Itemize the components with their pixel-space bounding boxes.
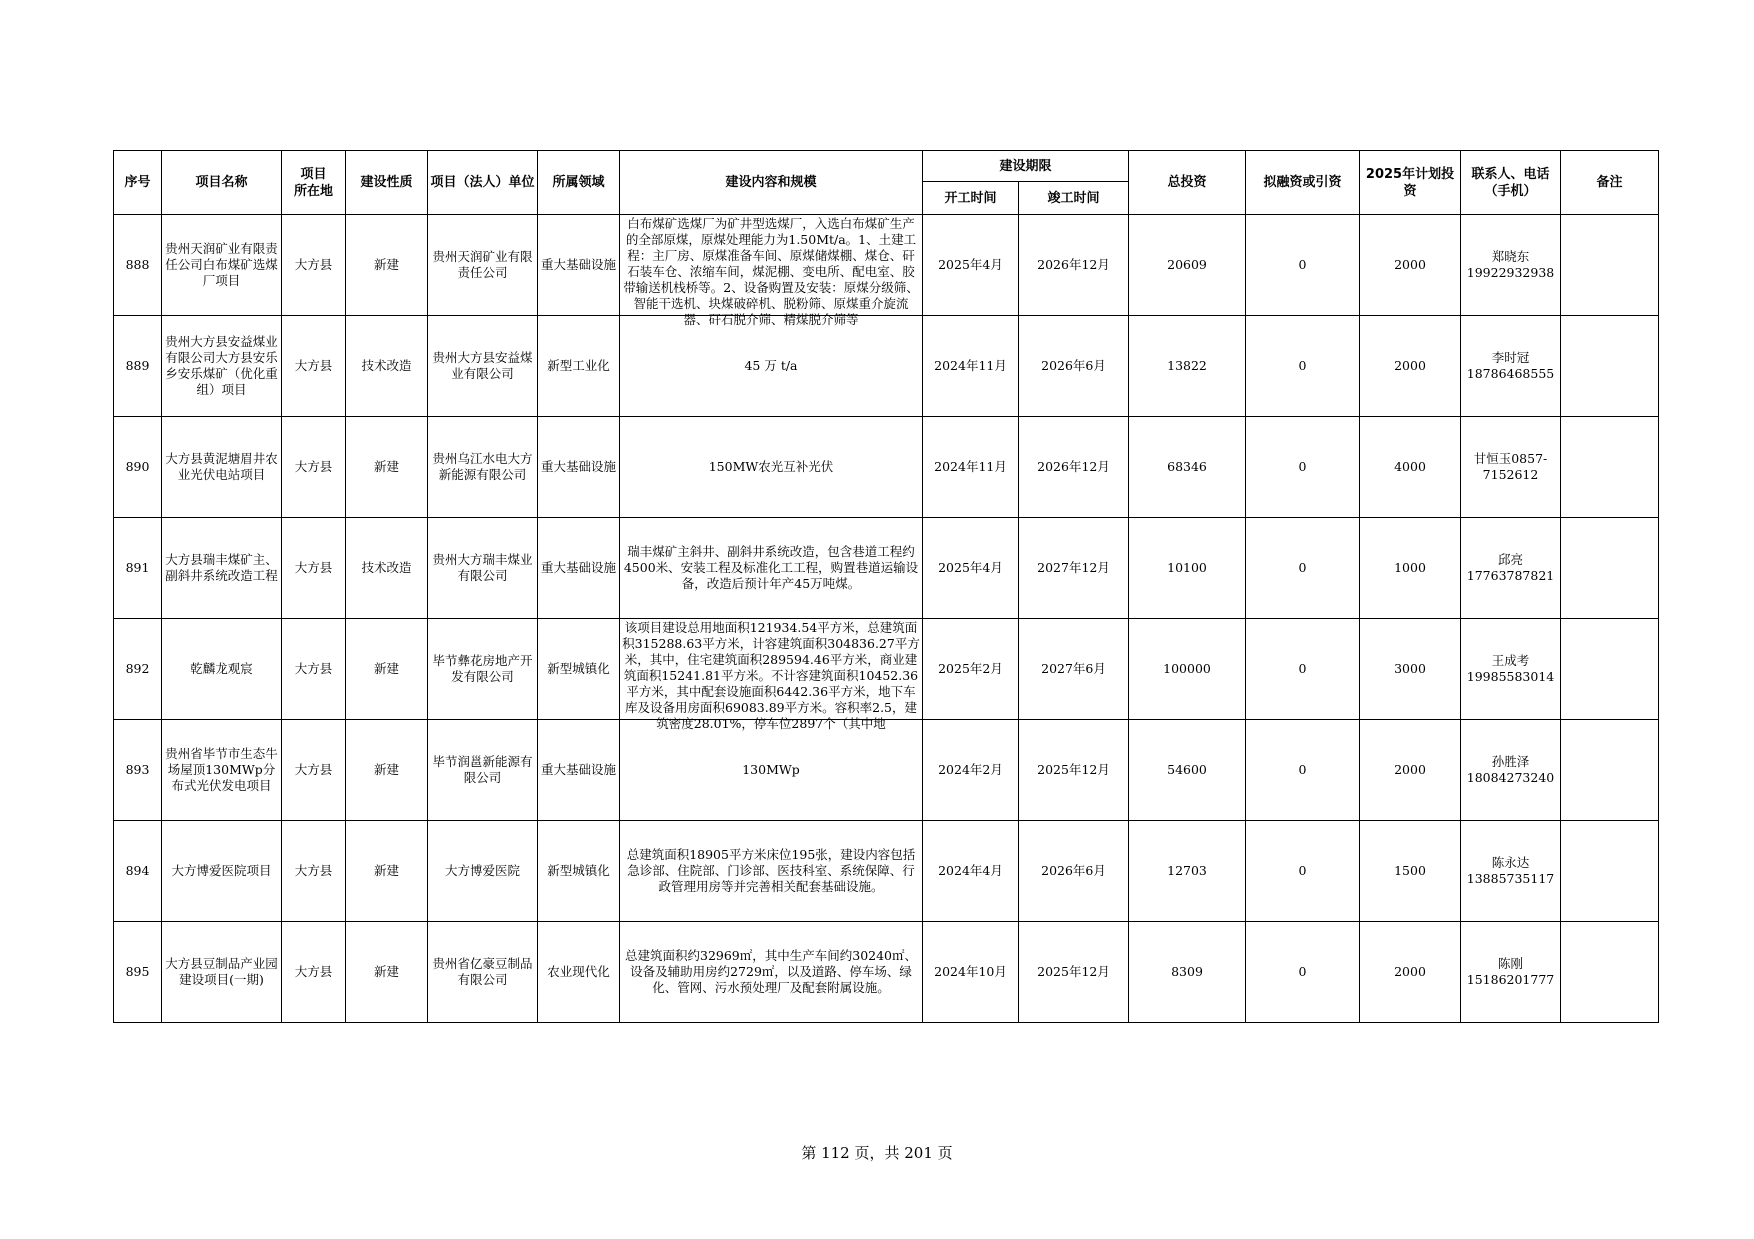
content-text: 150MW农光互补光伏 bbox=[708, 459, 834, 474]
cell-content bbox=[620, 922, 923, 1023]
cell-contact bbox=[1461, 922, 1561, 1023]
cell-nature: 新建 bbox=[346, 720, 428, 821]
cell-location: 大方县 bbox=[282, 316, 346, 417]
cell-start: 2024年10月 bbox=[923, 922, 1019, 1023]
contact-phone: 18786468555 bbox=[1466, 366, 1555, 381]
header-name: 项目名称 bbox=[162, 151, 282, 215]
cell-end: 2025年12月 bbox=[1019, 720, 1129, 821]
cell-contact bbox=[1461, 316, 1561, 417]
cell-unit: 大方博爱医院 bbox=[428, 821, 538, 922]
header-unit: 项目（法人）单位 bbox=[428, 151, 538, 215]
table-row bbox=[114, 619, 1659, 720]
cell-plan2025: 2000 bbox=[1360, 316, 1461, 417]
cell-start: 2024年4月 bbox=[923, 821, 1019, 922]
contact-name: 邱亮 bbox=[1498, 552, 1524, 567]
page-footer: 第 112 页，共 201 页 bbox=[801, 1144, 953, 1162]
table-row bbox=[114, 922, 1659, 1023]
cell-field: 重大基础设施 bbox=[538, 417, 620, 518]
cell-name: 贵州天润矿业有限责任公司白布煤矿选煤厂项目 bbox=[162, 215, 282, 316]
cell-name: 贵州省毕节市生态牛场屋顶130MWp分布式光伏发电项目 bbox=[162, 720, 282, 821]
header-plan2025: 2025年计划投资 bbox=[1360, 151, 1461, 215]
cell-seq: 892 bbox=[114, 619, 162, 720]
cell-content bbox=[620, 619, 923, 731]
header-remark: 备注 bbox=[1561, 151, 1659, 215]
cell-start: 2025年2月 bbox=[923, 619, 1019, 720]
project-table bbox=[113, 150, 1659, 1023]
header-row-1 bbox=[114, 151, 1659, 182]
content-text: 白布煤矿选煤厂为矿井型选煤厂，入选白布煤矿生产的全部原煤，原煤处理能力为1.50Mt/a。1、土建工程：主厂房、原煤准备车间、原煤储煤棚、煤仓、矸石装车仓、浓缩车间，煤泥棚、变电所、配电室、胶带输送机栈桥等。2、设备购置及安装：原煤分级筛、智能干选机、块煤破碎机、脱粉筛、原煤重介旋流器、矸石脱介筛、精煤脱介筛等 bbox=[623, 215, 919, 327]
header-location: 项目 所在地 bbox=[282, 151, 346, 215]
cell-remark bbox=[1561, 215, 1659, 316]
content-text: 该项目建设总用地面积121934.54平方米，总建筑面积315288.63平方米，计容建筑面积304836.27平方米，其中，住宅建筑面积289594.46平方米，商业建筑面积15241.81平方米。不计容建筑面积10452.36平方米，其中配套设施面积6442.36平方米，地下车库及设备用房面积69083.89平方米。容积率2.5，建筑密度28.01%，停车位2897个（其中地 bbox=[622, 619, 920, 731]
cell-start: 2024年11月 bbox=[923, 417, 1019, 518]
cell-content bbox=[620, 821, 923, 922]
cell-field: 新型城镇化 bbox=[538, 619, 620, 720]
content-text: 瑞丰煤矿主斜井、副斜井系统改造，包含巷道工程约4500米、安装工程及标准化工工程，购置巷道运输设备，改造后预计年产45万吨煤。 bbox=[623, 544, 919, 591]
cell-unit: 毕节润邕新能源有限公司 bbox=[428, 720, 538, 821]
cell-seq: 888 bbox=[114, 215, 162, 316]
cell-field: 重大基础设施 bbox=[538, 215, 620, 316]
cell-field: 农业现代化 bbox=[538, 922, 620, 1023]
header-nature: 建设性质 bbox=[346, 151, 428, 215]
header-total: 总投资 bbox=[1129, 151, 1246, 215]
cell-financing: 0 bbox=[1246, 821, 1360, 922]
cell-end: 2025年12月 bbox=[1019, 922, 1129, 1023]
table-row bbox=[114, 417, 1659, 518]
cell-location: 大方县 bbox=[282, 417, 346, 518]
cell-plan2025: 1000 bbox=[1360, 518, 1461, 619]
table-row bbox=[114, 316, 1659, 417]
cell-seq: 891 bbox=[114, 518, 162, 619]
cell-seq: 893 bbox=[114, 720, 162, 821]
cell-start: 2025年4月 bbox=[923, 518, 1019, 619]
cell-content bbox=[620, 215, 923, 327]
header-period: 建设期限 bbox=[923, 151, 1129, 182]
cell-total: 100000 bbox=[1129, 619, 1246, 720]
cell-name: 大方县黄泥塘眉井农业光伏电站项目 bbox=[162, 417, 282, 518]
cell-remark bbox=[1561, 619, 1659, 720]
header-financing: 拟融资或引资 bbox=[1246, 151, 1360, 215]
cell-field: 重大基础设施 bbox=[538, 518, 620, 619]
cell-financing: 0 bbox=[1246, 619, 1360, 720]
cell-end: 2027年12月 bbox=[1019, 518, 1129, 619]
content-text: 130MWp bbox=[742, 762, 800, 777]
cell-contact bbox=[1461, 518, 1561, 619]
cell-nature: 新建 bbox=[346, 922, 428, 1023]
cell-total: 54600 bbox=[1129, 720, 1246, 821]
cell-content bbox=[620, 518, 923, 619]
header-field: 所属领域 bbox=[538, 151, 620, 215]
contact-name: 孙胜泽 bbox=[1491, 754, 1530, 769]
cell-seq: 889 bbox=[114, 316, 162, 417]
cell-financing: 0 bbox=[1246, 417, 1360, 518]
cell-contact bbox=[1461, 215, 1561, 316]
cell-nature: 新建 bbox=[346, 417, 428, 518]
cell-unit: 毕节彝花房地产开发有限公司 bbox=[428, 619, 538, 720]
header-seq: 序号 bbox=[114, 151, 162, 215]
cell-financing: 0 bbox=[1246, 720, 1360, 821]
cell-end: 2026年12月 bbox=[1019, 417, 1129, 518]
contact-phone: 7152612 bbox=[1482, 467, 1539, 482]
cell-total: 68346 bbox=[1129, 417, 1246, 518]
cell-plan2025: 3000 bbox=[1360, 619, 1461, 720]
cell-nature: 新建 bbox=[346, 821, 428, 922]
header-content: 建设内容和规模 bbox=[620, 151, 923, 215]
cell-location: 大方县 bbox=[282, 518, 346, 619]
cell-plan2025: 2000 bbox=[1360, 922, 1461, 1023]
cell-unit: 贵州天润矿业有限责任公司 bbox=[428, 215, 538, 316]
cell-financing: 0 bbox=[1246, 922, 1360, 1023]
cell-content bbox=[620, 316, 923, 417]
contact-name: 李时冠 bbox=[1491, 350, 1530, 365]
cell-field: 重大基础设施 bbox=[538, 720, 620, 821]
cell-plan2025: 2000 bbox=[1360, 215, 1461, 316]
content-text: 45 万 t/a bbox=[744, 358, 798, 373]
cell-contact bbox=[1461, 619, 1561, 720]
cell-total: 12703 bbox=[1129, 821, 1246, 922]
cell-location: 大方县 bbox=[282, 821, 346, 922]
cell-total: 13822 bbox=[1129, 316, 1246, 417]
cell-name: 乾麟龙观宸 bbox=[162, 619, 282, 720]
table-row bbox=[114, 215, 1659, 316]
cell-unit: 贵州乌江水电大方新能源有限公司 bbox=[428, 417, 538, 518]
cell-remark bbox=[1561, 821, 1659, 922]
header-contact: 联系人、电话（手机） bbox=[1461, 151, 1561, 215]
contact-phone: 18084273240 bbox=[1466, 770, 1555, 785]
cell-nature: 技术改造 bbox=[346, 518, 428, 619]
cell-location: 大方县 bbox=[282, 922, 346, 1023]
cell-nature: 新建 bbox=[346, 619, 428, 720]
cell-nature: 技术改造 bbox=[346, 316, 428, 417]
cell-contact bbox=[1461, 417, 1561, 518]
cell-name: 大方县豆制品产业园建设项目(一期) bbox=[162, 922, 282, 1023]
cell-unit: 贵州大方县安益煤业有限公司 bbox=[428, 316, 538, 417]
cell-financing: 0 bbox=[1246, 518, 1360, 619]
contact-phone: 19922932938 bbox=[1466, 265, 1555, 280]
cell-remark bbox=[1561, 417, 1659, 518]
cell-content bbox=[620, 417, 923, 518]
cell-nature: 新建 bbox=[346, 215, 428, 316]
cell-remark bbox=[1561, 922, 1659, 1023]
cell-seq: 894 bbox=[114, 821, 162, 922]
cell-start: 2024年11月 bbox=[923, 316, 1019, 417]
contact-phone: 19985583014 bbox=[1466, 669, 1555, 684]
contact-name: 郑晓东 bbox=[1491, 249, 1530, 264]
cell-content bbox=[620, 720, 923, 821]
table-row bbox=[114, 821, 1659, 922]
cell-unit: 贵州大方瑞丰煤业有限公司 bbox=[428, 518, 538, 619]
table-row bbox=[114, 720, 1659, 821]
contact-phone: 15186201777 bbox=[1466, 972, 1555, 987]
contact-name: 王成考 bbox=[1491, 653, 1530, 668]
cell-name: 大方博爱医院项目 bbox=[162, 821, 282, 922]
cell-end: 2027年6月 bbox=[1019, 619, 1129, 720]
cell-plan2025: 2000 bbox=[1360, 720, 1461, 821]
cell-remark bbox=[1561, 518, 1659, 619]
contact-name: 陈永达 bbox=[1491, 855, 1530, 870]
cell-seq: 890 bbox=[114, 417, 162, 518]
cell-contact bbox=[1461, 720, 1561, 821]
cell-name: 大方县瑞丰煤矿主、副斜井系统改造工程 bbox=[162, 518, 282, 619]
contact-phone: 13885735117 bbox=[1466, 871, 1555, 886]
cell-contact bbox=[1461, 821, 1561, 922]
cell-plan2025: 4000 bbox=[1360, 417, 1461, 518]
cell-total: 20609 bbox=[1129, 215, 1246, 316]
cell-plan2025: 1500 bbox=[1360, 821, 1461, 922]
cell-location: 大方县 bbox=[282, 720, 346, 821]
cell-field: 新型城镇化 bbox=[538, 821, 620, 922]
cell-remark bbox=[1561, 720, 1659, 821]
cell-end: 2026年6月 bbox=[1019, 821, 1129, 922]
contact-name: 陈刚 bbox=[1498, 956, 1524, 971]
cell-financing: 0 bbox=[1246, 215, 1360, 316]
content-text: 总建筑面积18905平方米床位195张，建设内容包括急诊部、住院部、门诊部、医技科室、系统保障、行政管理用房等并完善相关配套基础设施。 bbox=[626, 847, 916, 894]
cell-start: 2025年4月 bbox=[923, 215, 1019, 316]
cell-total: 10100 bbox=[1129, 518, 1246, 619]
cell-location: 大方县 bbox=[282, 619, 346, 720]
cell-field: 新型工业化 bbox=[538, 316, 620, 417]
header-end: 竣工时间 bbox=[1019, 182, 1129, 215]
cell-end: 2026年6月 bbox=[1019, 316, 1129, 417]
cell-name: 贵州大方县安益煤业有限公司大方县安乐乡安乐煤矿（优化重组）项目 bbox=[162, 316, 282, 417]
cell-seq: 895 bbox=[114, 922, 162, 1023]
contact-name: 甘恒玉0857- bbox=[1473, 451, 1548, 466]
cell-total: 8309 bbox=[1129, 922, 1246, 1023]
cell-start: 2024年2月 bbox=[923, 720, 1019, 821]
cell-end: 2026年12月 bbox=[1019, 215, 1129, 316]
cell-financing: 0 bbox=[1246, 316, 1360, 417]
cell-unit: 贵州省亿豪豆制品有限公司 bbox=[428, 922, 538, 1023]
table-row bbox=[114, 518, 1659, 619]
content-text: 总建筑面积约32969㎡，其中生产车间约30240㎡、设备及辅助用房约2729㎡，以及道路、停车场、绿化、管网、污水预处理厂及配套附属设施。 bbox=[624, 948, 918, 995]
cell-remark bbox=[1561, 316, 1659, 417]
contact-phone: 17763787821 bbox=[1466, 568, 1555, 583]
cell-location: 大方县 bbox=[282, 215, 346, 316]
header-start: 开工时间 bbox=[923, 182, 1019, 215]
